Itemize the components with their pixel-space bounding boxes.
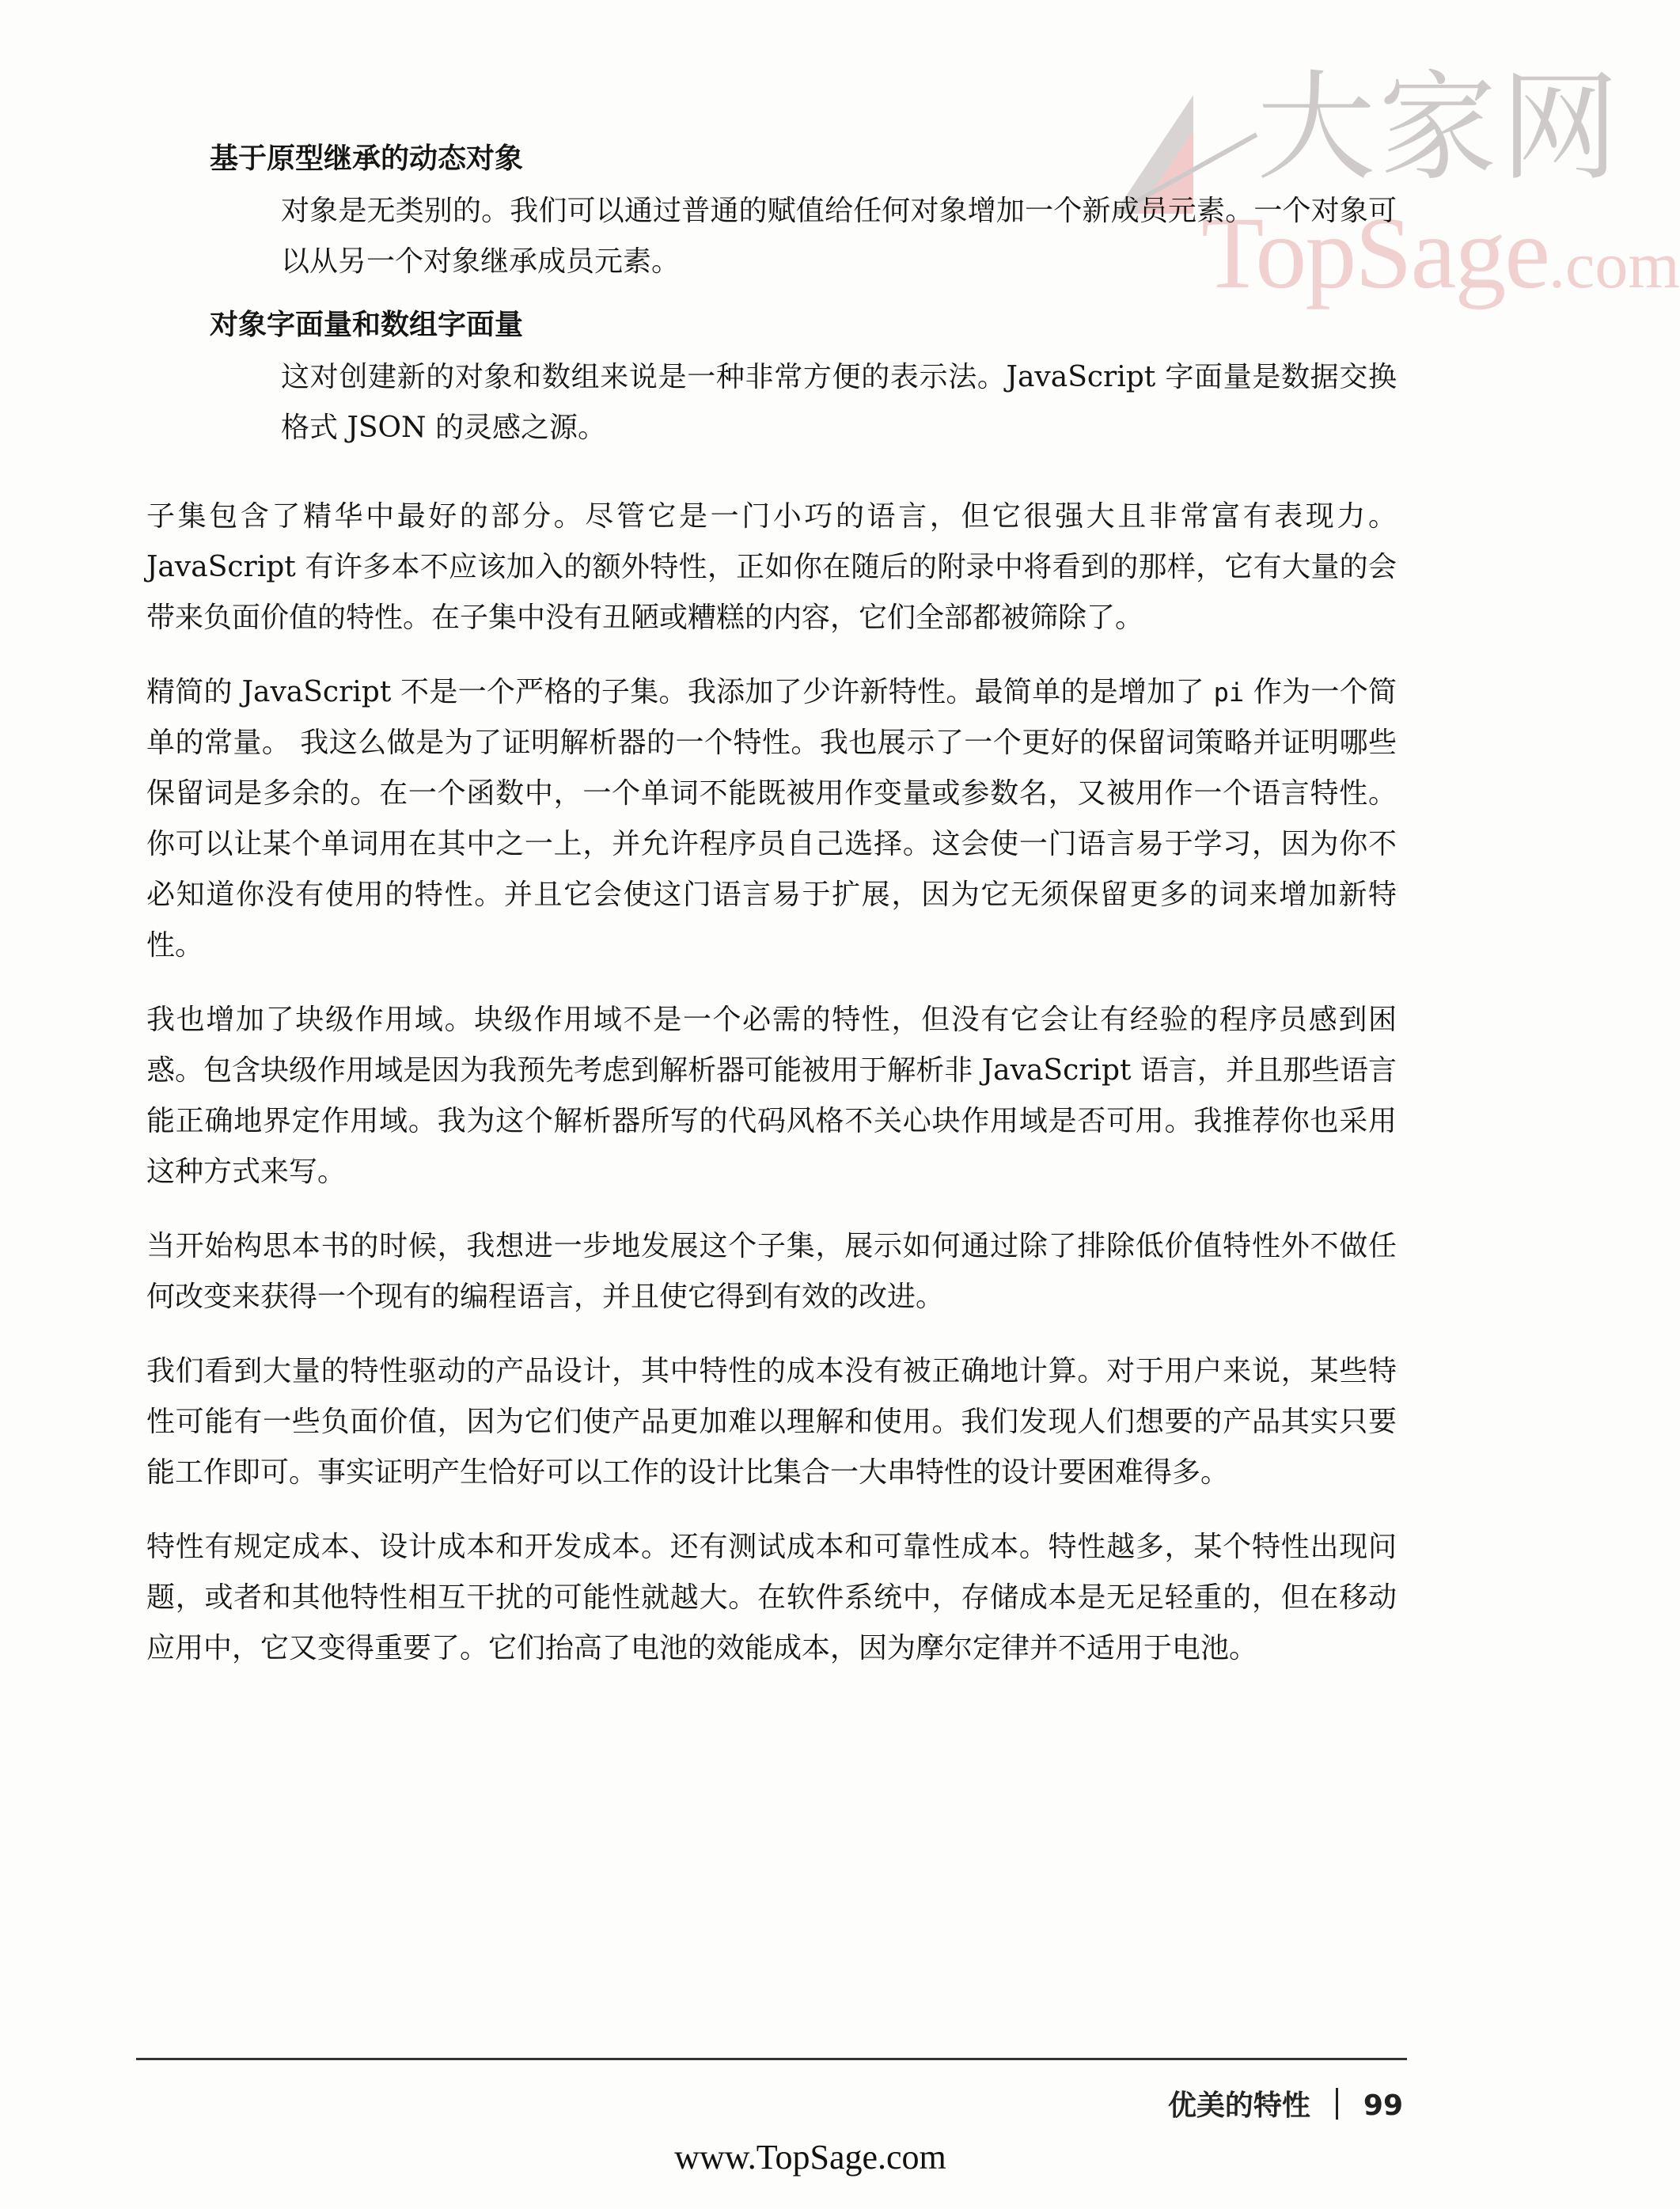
paragraph-block-scope: 我也增加了块级作用域。块级作用域不是一个必需的特性，但没有它会让有经验的程序员感到困惑。包含块级作用域是因为我预先考虑到解析器可能被用于解析非 JavaScript 语言，并且那些语言能正确地界定作用域。我为这个解析器所写的代码风格不关心块作用域是否可用。我推荐你也采用这种方式来写。 — [146, 1004, 1397, 1188]
watermark-cjk-text: 大家网 — [1257, 59, 1623, 197]
term-literals: 对象字面量和数组字面量 — [210, 309, 524, 341]
paragraph-subset: 子集包含了精华中最好的部分。尽管它是一门小巧的语言，但它很强大且非常富有表现力。JavaScript 有许多本不应该加入的额外特性，正如你在随后的附录中将看到的那样，它有大量的会带来负面价值的特性。在子集中没有丑陋或糟糕的内容，它们全部都被筛除了。 — [146, 500, 1397, 634]
paragraph-simplified-js-text-a: 精简的 JavaScript 不是一个严格的子集。我添加了少许新特性。最简单的是增加了 — [146, 676, 1214, 708]
site-url: www.TopSage.com — [674, 2138, 946, 2177]
page-number: 99 — [1363, 2089, 1403, 2122]
page-footer — [1168, 2083, 1403, 2124]
inline-code-pi: pi — [1213, 678, 1245, 708]
paragraph-simplified-js — [146, 667, 1397, 971]
page-body — [146, 139, 1397, 1698]
footer-divider — [136, 2058, 1407, 2060]
watermark-brand-suffix: .com — [1549, 229, 1680, 302]
term-prototypal-objects: 基于原型继承的动态对象 — [210, 142, 524, 175]
footer-chapter-title: 优美的特性 — [1167, 2089, 1310, 2122]
definition-literals: 这对创建新的对象和数组来说是一种非常方便的表示法。JavaScript 字面量是数据交换格式 JSON 的灵感之源。 — [281, 361, 1397, 444]
paragraph-book-conception: 当开始构思本书的时候，我想进一步地发展这个子集，展示如何通过除了排除低价值特性外不做任何改变来获得一个现有的编程语言，并且使它得到有效的改进。 — [146, 1230, 1397, 1313]
watermark-brand-name: TopSage — [1201, 196, 1549, 310]
paragraph-simplified-js-text-b: 作为一个简单的常量。 我这么做是为了证明解析器的一个特性。我也展示了一个更好的保留词策略并证明哪些保留词是多余的。在一个函数中，一个单词不能既被用作变量或参数名，又被用作一个语言特性。你可以让某个单词用在其中之一上，并允许程序员自己选择。这会使一门语言易于学习，因为你不必知道你没有使用的特性。并且它会使这门语言易于扩展，因为它无须保留更多的词来增加新特性。 — [146, 676, 1397, 962]
paragraph-feature-driven-design: 我们看到大量的特性驱动的产品设计，其中特性的成本没有被正确地计算。对于用户来说，某些特性可能有一些负面价值，因为它们使产品更加难以理解和使用。我们发现人们想要的产品其实只要能工作即可。事实证明产生恰好可以工作的设计比集合一大串特性的设计要困难得多。 — [146, 1355, 1397, 1489]
definition-prototypal-objects: 对象是无类别的。我们可以通过普通的赋值给任何对象增加一个新成员元素。一个对象可以从另一个对象继承成员元素。 — [281, 195, 1397, 278]
paragraph-feature-costs: 特性有规定成本、设计成本和开发成本。还有测试成本和可靠性成本。特性越多，某个特性出现问题，或者和其他特性相互干扰的可能性就越大。在软件系统中，存储成本是无足轻重的，但在移动应用中，它又变得重要了。它们抬高了电池的效能成本，因为摩尔定律并不适用于电池。 — [146, 1531, 1397, 1664]
footer-separator — [1336, 2088, 1338, 2120]
